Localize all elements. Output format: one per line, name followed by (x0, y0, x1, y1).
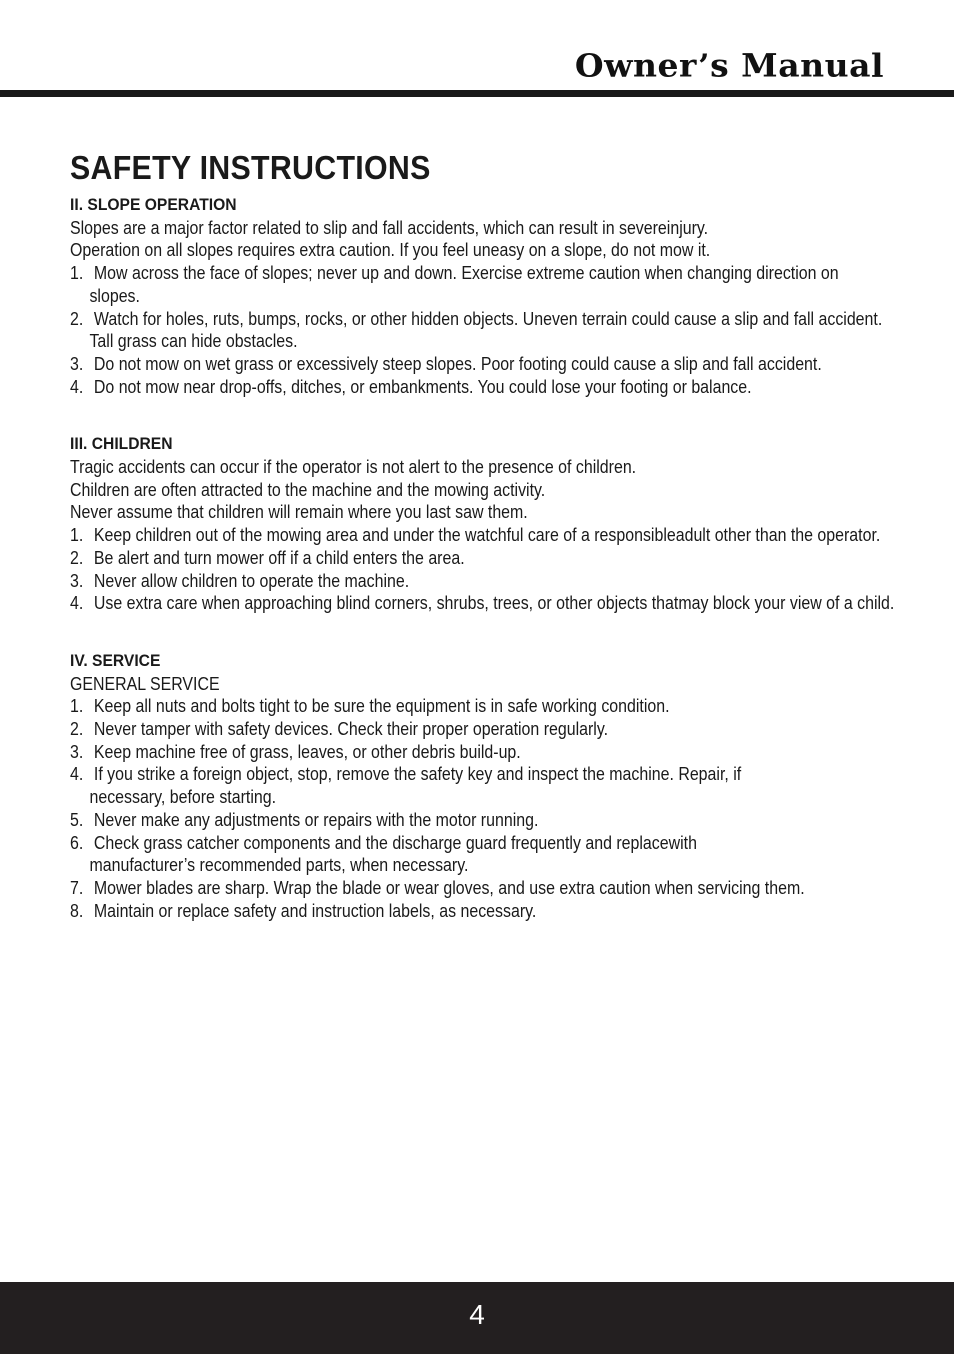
item-text: Maintain or replace safety and instruction labels, as necessary. (93, 900, 537, 921)
item-text: Keep children out of the mowing area and under the watchful care of a responsibleadult other than the operator. (93, 525, 881, 546)
list-item (70, 763, 780, 808)
item-text: Be alert and turn mower off if a child enters the area. (93, 547, 465, 568)
list-item (70, 376, 939, 399)
item-text: Use extra care when approaching blind corners, shrubs, trees, or other objects thatmay block your view of a child. (93, 593, 895, 614)
header-title: Owner’s Manual (574, 46, 884, 85)
list-item (70, 718, 919, 741)
intro-line: Slopes are a major factor related to slip and fall accidents, which can result in severeinjury. (70, 217, 709, 238)
list-item (70, 741, 919, 764)
list-item (70, 592, 926, 615)
item-text: Watch for holes, ruts, bumps, rocks, or other hidden objects. Uneven terrain could cause a slip and fall accident. Tall grass can hide obstacles. (89, 308, 883, 352)
item-text: Never allow children to operate the machine. (93, 570, 410, 591)
section-heading: II. SLOPE OPERATION (70, 195, 237, 214)
item-number: 2. (70, 547, 84, 568)
list-item (70, 900, 919, 923)
section-slope-operation (70, 194, 900, 398)
intro-line: Tragic accidents can occur if the operator is not alert to the presence of children. (70, 457, 637, 478)
item-text: If you strike a foreign object, stop, remove the safety key and inspect the machine. Repair, if necessary, before starting. (89, 764, 742, 808)
item-text: Mower blades are sharp. Wrap the blade or wear gloves, and use extra caution when servicing them. (93, 877, 805, 898)
item-text: Check grass catcher components and the discharge guard frequently and replacewith manufacturer’s recommended parts, when necessary. (89, 832, 697, 876)
item-text: Never make any adjustments or repairs with the motor running. (93, 809, 539, 830)
item-number: 3. (70, 741, 84, 762)
item-number: 3. (70, 570, 84, 591)
item-number: 4. (70, 593, 84, 614)
section-children (70, 433, 900, 615)
intro-line: Never assume that children will remain where you last saw them. (70, 502, 528, 523)
item-number: 1. (70, 696, 84, 717)
main-content (70, 148, 900, 922)
item-number: 2. (70, 308, 84, 329)
list-item (70, 524, 899, 547)
item-number: 1. (70, 263, 84, 284)
section-heading: IV. SERVICE (70, 650, 161, 670)
page-title: SAFETY INSTRUCTIONS (70, 149, 431, 186)
list-item (70, 877, 939, 900)
item-text: Keep machine free of grass, leaves, or other debris build-up. (93, 741, 521, 762)
item-text: Do not mow on wet grass or excessively steep slopes. Poor footing could cause a slip and fall accident. (93, 353, 822, 374)
intro-line: Children are often attracted to the machine and the mowing activity. (70, 479, 546, 500)
list-item (70, 832, 806, 877)
intro-line: GENERAL SERVICE (70, 673, 220, 694)
intro-line: Operation on all slopes requires extra caution. If you feel uneasy on a slope, do not mow it. (70, 240, 711, 261)
list-item (70, 308, 908, 353)
list-item (70, 570, 919, 593)
item-number: 7. (70, 877, 84, 898)
item-number: 1. (70, 525, 84, 546)
item-number: 5. (70, 809, 84, 830)
item-text: Do not mow near drop-offs, ditches, or embankments. You could lose your footing or balance. (93, 376, 752, 397)
item-text: Keep all nuts and bolts tight to be sure the equipment is in safe working condition. (93, 696, 670, 717)
section-service (70, 650, 900, 922)
list-item (70, 262, 851, 307)
item-number: 2. (70, 719, 84, 740)
item-number: 4. (70, 376, 84, 397)
list-item (70, 695, 919, 718)
header-rule (0, 90, 954, 97)
list-item (70, 547, 919, 570)
item-text: Mow across the face of slopes; never up and down. Exercise extreme caution when changing direction on slopes. (89, 263, 839, 306)
section-heading: III. CHILDREN (70, 434, 173, 454)
item-number: 6. (70, 832, 84, 853)
list-item (70, 353, 939, 376)
item-number: 3. (70, 353, 84, 374)
item-text: Never tamper with safety devices. Check their proper operation regularly. (93, 719, 609, 740)
page-number: 4 (469, 1299, 485, 1330)
item-number: 4. (70, 764, 84, 785)
item-number: 8. (70, 900, 84, 921)
list-item (70, 809, 919, 832)
